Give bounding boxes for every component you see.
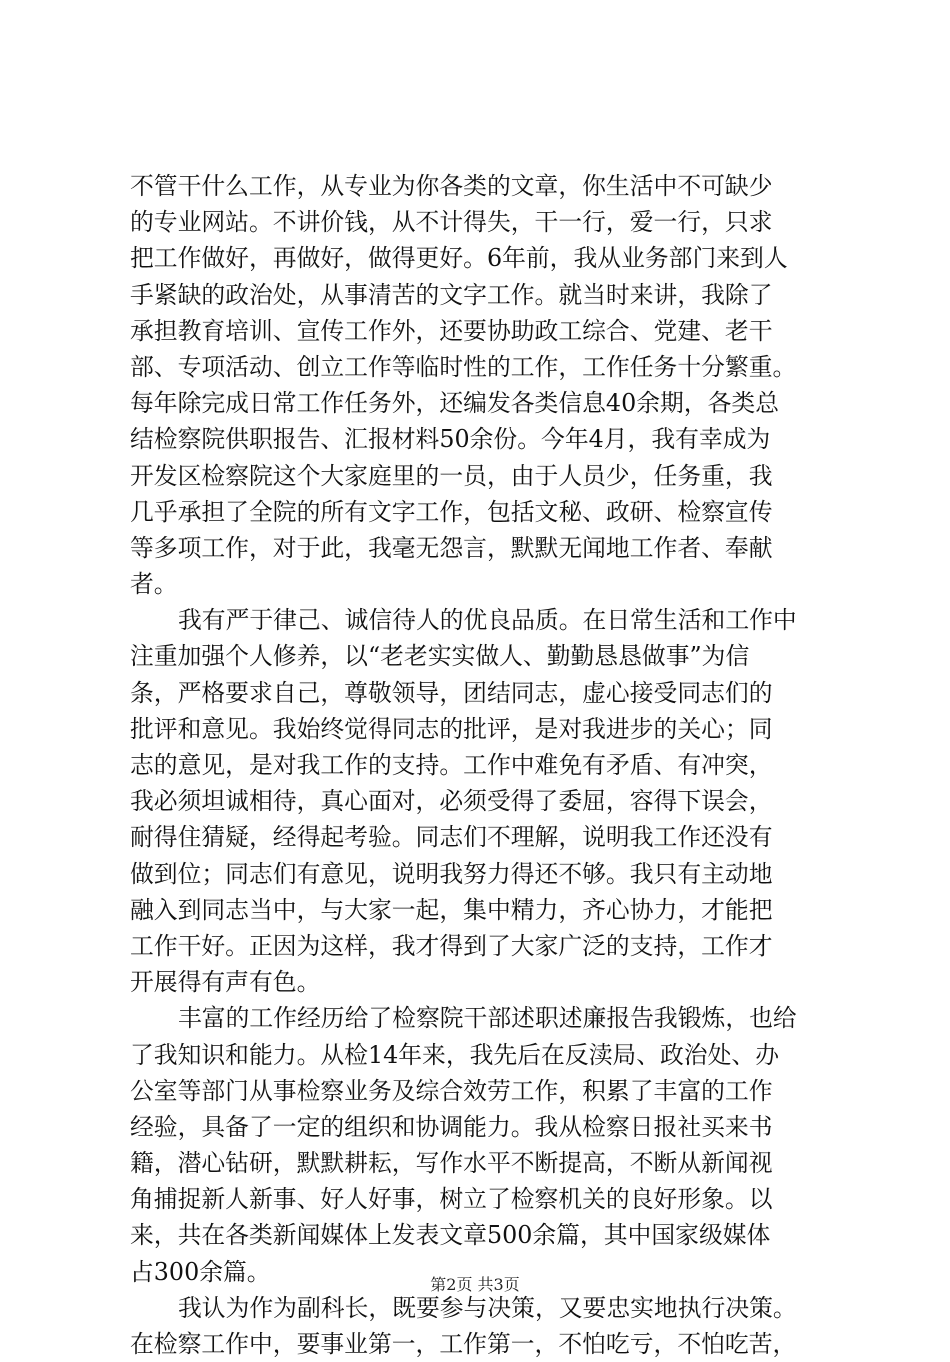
- text-line: 工作干好。正因为这样，我才得到了大家广泛的支持，工作才: [130, 931, 773, 960]
- text-line: 每年除完成日常工作任务外，还编发各类信息40余期，各类总: [130, 389, 779, 418]
- text-line: 不管干什么工作，从专业为你各类的文章，你生活中不可缺少: [130, 172, 773, 200]
- text-line: 丰富的工作经历给了检察院干部述职述廉报告我锻炼，也给: [178, 1004, 797, 1033]
- page-footer: 第2页 共3页: [430, 1275, 520, 1294]
- text-line: 批评和意见。我始终觉得同志的批评，是对我进步的关心；同: [130, 714, 773, 743]
- text-line: 承担教育培训、宣传工作外，还要协助政工综合、党建、老干: [130, 316, 773, 345]
- text-line: 的专业网站。不讲价钱，从不计得失，干一行，爱一行，只求: [130, 208, 773, 237]
- text-line: 几乎承担了全院的所有文字工作，包括文秘、政研、检察宣传: [130, 497, 773, 526]
- text-line: 籍，潜心钻研，默默耕耘，写作水平不断提高，不断从新闻视: [130, 1149, 773, 1178]
- text-line: 做到位；同志们有意见，说明我努力得还不够。我只有主动地: [130, 859, 773, 888]
- text-line: 条，严格要求自己，尊敬领导，团结同志，虚心接受同志们的: [130, 678, 773, 707]
- text-line: 我有严于律己、诚信待人的优良品质。在日常生活和工作中: [178, 606, 797, 635]
- text-line: 融入到同志当中，与大家一起，集中精力，齐心协力，才能把: [130, 895, 773, 924]
- text-line: 经验，具备了一定的组织和协调能力。我从检察日报社买来书: [130, 1112, 773, 1141]
- text-line: 角捕捉新人新事、好人好事，树立了检察机关的良好形象。以: [130, 1185, 773, 1214]
- text-line: 者。: [130, 570, 178, 599]
- text-line: 结检察院供职报告、汇报材料50余份。今年4月，我有幸成为: [130, 425, 771, 454]
- text-line: 手紧缺的政治处，从事清苦的文字工作。就当时来讲，我除了: [130, 280, 773, 309]
- text-line: 开展得有声有色。: [130, 968, 321, 997]
- text-line: 注重加强个人修养，以“老老实实做人、勤勤恳恳做事”为信: [130, 642, 750, 671]
- document-body: [130, 168, 845, 1362]
- text-line: 开发区检察院这个大家庭里的一员，由于人员少，任务重，我: [130, 461, 773, 490]
- text-line: 志的意见，是对我工作的支持。工作中难免有矛盾、有冲突，: [130, 751, 773, 779]
- text-line: 部、专项活动、创立工作等临时性的工作，工作任务十分繁重。: [130, 352, 797, 381]
- text-line: 我必须坦诚相待，真心面对，必须受得了委屈，容得下误会，: [130, 787, 773, 816]
- text-line: 来，共在各类新闻媒体上发表文章500余篇，其中国家级媒体: [130, 1221, 771, 1250]
- text-line: 占300余篇。: [130, 1257, 271, 1286]
- text-line: 公室等部门从事检察业务及综合效劳工作，积累了丰富的工作: [130, 1076, 773, 1105]
- text-line: 把工作做好，再做好，做得更好。6年前，我从业务部门来到人: [130, 244, 788, 273]
- text-line: 等多项工作，对于此，我毫无怨言，默默无闻地工作者、奉献: [130, 533, 773, 562]
- text-line: 我认为作为副科长，既要参与决策，又要忠实地执行决策。: [178, 1293, 797, 1322]
- text-line: 了我知识和能力。从检14年来，我先后在反渎局、政治处、办: [130, 1040, 779, 1069]
- text-line: 耐得住猜疑，经得起考验。同志们不理解，说明我工作还没有: [130, 823, 773, 852]
- text-line: 在检察工作中，要事业第一，工作第一，不怕吃亏，不怕吃苦，: [130, 1330, 797, 1358]
